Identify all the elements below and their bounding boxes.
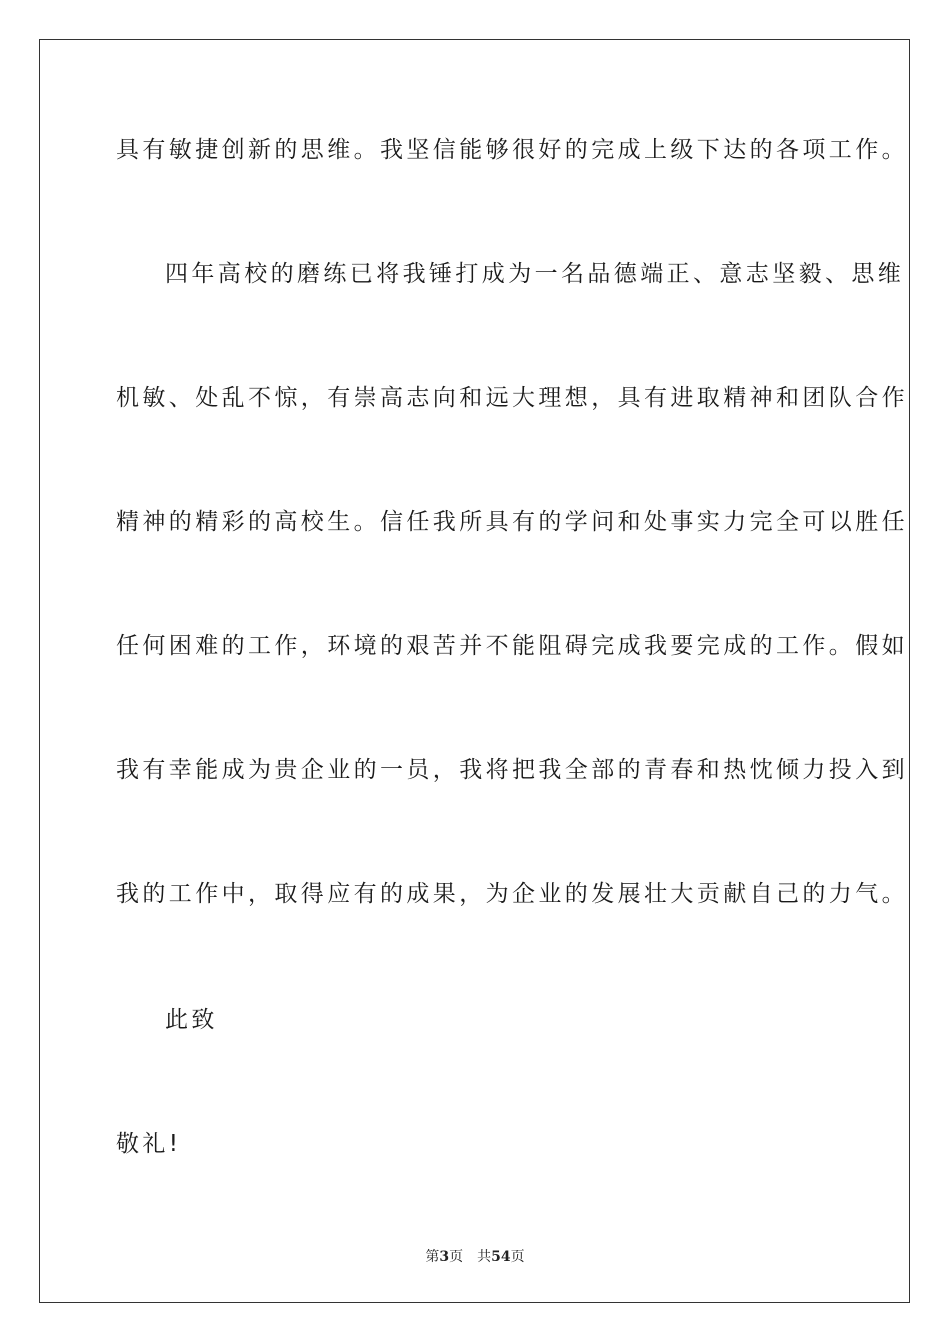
body-line-5: 任何困难的工作，环境的艰苦并不能阻碍完成我要完成的工作。假如 [116,633,908,659]
body-line-2: 四年高校的磨练已将我锤打成为一名品德端正、意志坚毅、思维 [165,261,905,287]
body-line-7: 我的工作中，取得应有的成果，为企业的发展壮大贡献自己的力气。 [116,881,908,907]
footer-page-total: 54 [491,1249,511,1265]
footer-page-suffix: 页 [449,1249,464,1265]
footer-page-prefix: 第 [425,1249,440,1265]
body-line-4: 精神的精彩的高校生。信任我所具有的学问和处事实力完全可以胜任 [116,509,908,535]
page-footer [0,1246,950,1266]
footer-total-prefix: 共 [477,1249,492,1265]
closing-salutation: 此致 [165,1007,218,1033]
footer-total-suffix: 页 [510,1249,525,1265]
page-frame [39,39,910,1303]
body-line-6: 我有幸能成为贵企业的一员，我将把我全部的青春和热忱倾力投入到 [116,757,908,783]
closing-regards: 敬礼! [116,1131,182,1157]
footer-page-current: 3 [439,1249,450,1265]
body-line-1: 具有敏捷创新的思维。我坚信能够很好的完成上级下达的各项工作。 [116,137,908,163]
body-line-3: 机敏、处乱不惊，有崇高志向和远大理想，具有进取精神和团队合作 [116,385,908,411]
